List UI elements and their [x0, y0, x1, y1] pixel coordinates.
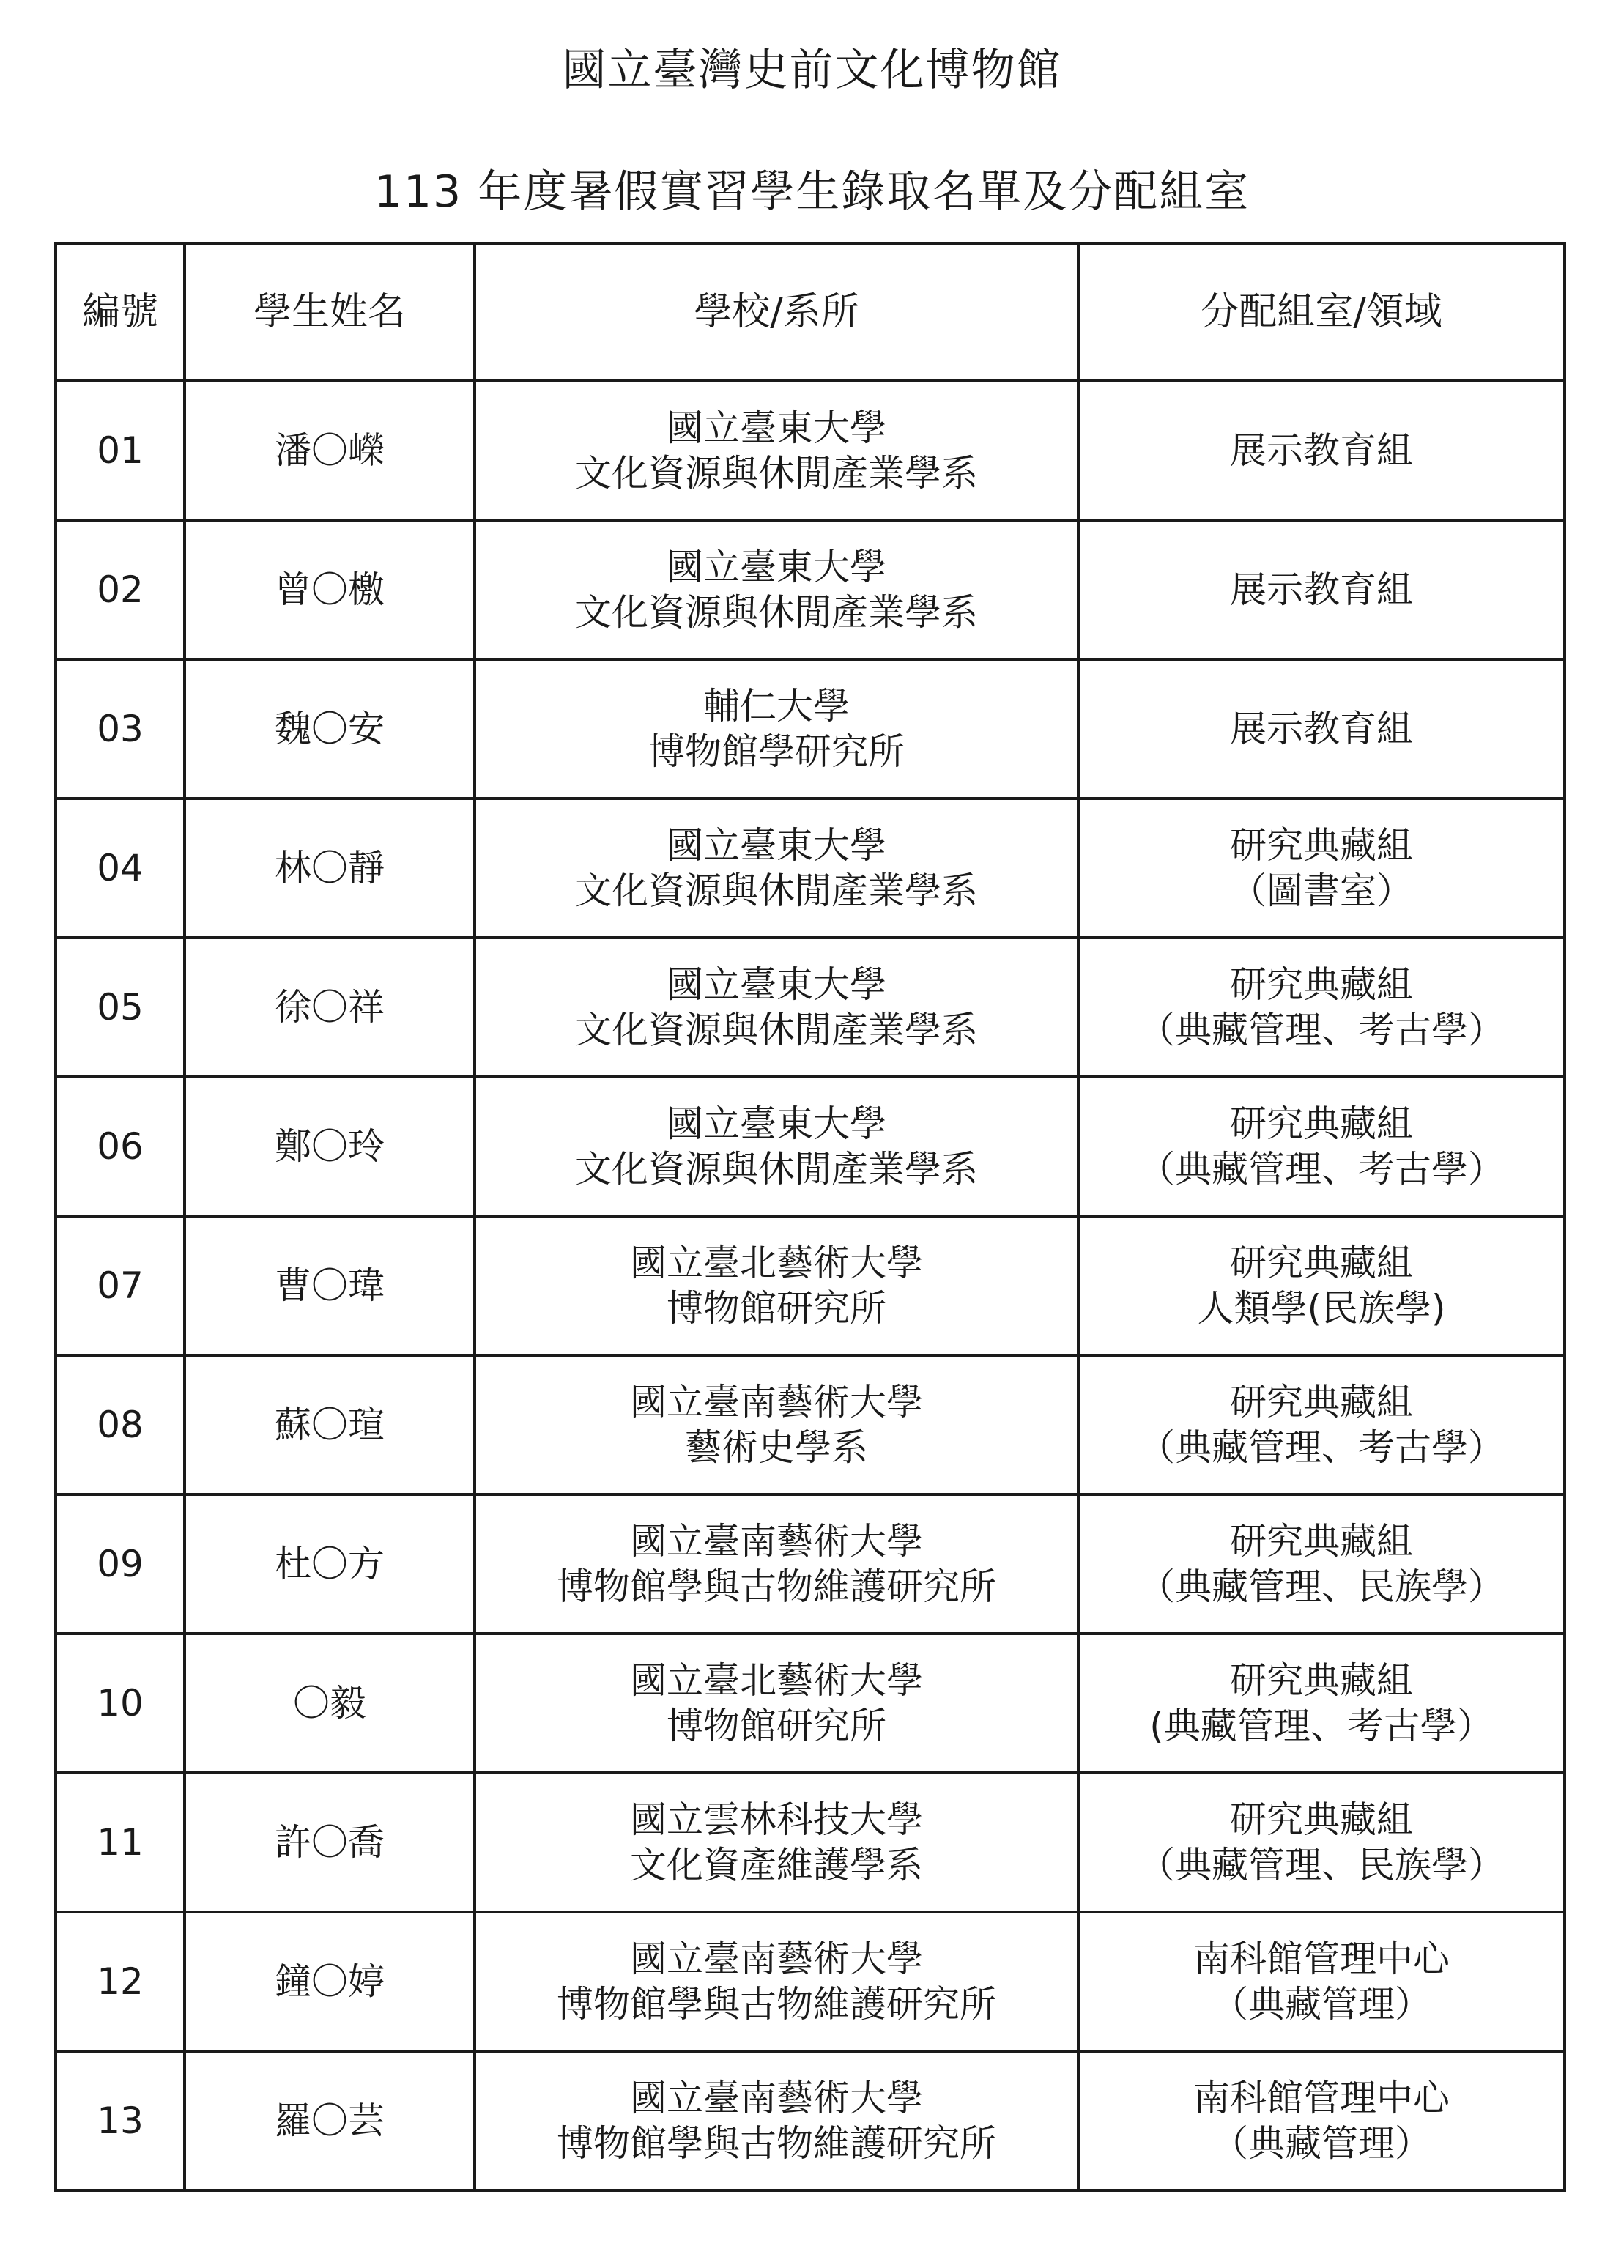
cell-school-department [475, 1355, 1078, 1494]
division-name: 研究典藏組 [1230, 1102, 1413, 1145]
school-name: 國立臺南藝術大學 [630, 1520, 923, 1563]
division-name: 研究典藏組 [1230, 1242, 1413, 1284]
school-name: 輔仁大學 [703, 685, 850, 727]
cell-number: 07 [56, 1216, 185, 1355]
division-name: 南科館管理中心 [1193, 2077, 1450, 2119]
intern-roster-table [54, 242, 1566, 2192]
cell-assigned-division [1078, 1355, 1565, 1494]
cell-number: 09 [56, 1494, 185, 1634]
table-row [56, 798, 1565, 938]
table-body [56, 381, 1565, 2190]
division-name: 南科館管理中心 [1193, 1938, 1450, 1980]
cell-school-department [475, 1077, 1078, 1216]
cell-school-department [475, 659, 1078, 798]
cell-number: 05 [56, 938, 185, 1077]
cell-student-name: 蘇〇瑄 [185, 1355, 475, 1494]
table-row [56, 2051, 1565, 2190]
table-row [56, 1494, 1565, 1634]
table-row [56, 659, 1565, 798]
field-name: （典藏管理） [1212, 1983, 1431, 2026]
cell-assigned-division [1078, 1634, 1565, 1773]
cell-student-name: 潘〇嶸 [185, 381, 475, 520]
school-name: 國立臺東大學 [667, 1102, 886, 1145]
cell-student-name: 曾〇檄 [185, 520, 475, 659]
cell-student-name: 鐘〇婷 [185, 1912, 475, 2051]
cell-student-name: 魏〇安 [185, 659, 475, 798]
department-name: 博物館學研究所 [648, 730, 905, 773]
cell-assigned-division [1078, 2051, 1565, 2190]
department-name: 博物館學與古物維護研究所 [557, 1565, 996, 1608]
cell-number: 10 [56, 1634, 185, 1773]
department-name: 文化資源與休閒產業學系 [575, 452, 978, 494]
school-name: 國立臺北藝術大學 [630, 1242, 923, 1284]
school-name: 國立臺東大學 [667, 824, 886, 867]
cell-number: 02 [56, 520, 185, 659]
cell-school-department [475, 520, 1078, 659]
department-name: 藝術史學系 [685, 1426, 868, 1469]
cell-student-name: 曹〇瑋 [185, 1216, 475, 1355]
column-header-student-name: 學生姓名 [185, 243, 475, 381]
school-name: 國立臺東大學 [667, 407, 886, 449]
division-name: 研究典藏組 [1230, 963, 1413, 1006]
table-row [56, 938, 1565, 1077]
column-header-school-department: 學校/系所 [475, 243, 1078, 381]
cell-number: 06 [56, 1077, 185, 1216]
cell-number: 12 [56, 1912, 185, 2051]
cell-assigned-division [1078, 798, 1565, 938]
school-name: 國立臺東大學 [667, 963, 886, 1006]
cell-number: 01 [56, 381, 185, 520]
table-header-row [56, 243, 1565, 381]
field-name: （典藏管理、考古學） [1138, 1148, 1505, 1190]
cell-assigned-division [1078, 520, 1565, 659]
table-row [56, 1216, 1565, 1355]
department-name: 文化資源與休閒產業學系 [575, 870, 978, 912]
department-name: 博物館學與古物維護研究所 [557, 2122, 996, 2165]
field-name: 人類學(民族學) [1197, 1287, 1446, 1330]
cell-school-department [475, 1216, 1078, 1355]
document-title: 國立臺灣史前文化博物館 [562, 45, 1062, 96]
table-row [56, 1355, 1565, 1494]
cell-number: 03 [56, 659, 185, 798]
cell-school-department [475, 1912, 1078, 2051]
cell-student-name: 〇毅 [185, 1634, 475, 1773]
department-name: 文化資源與休閒產業學系 [575, 1148, 978, 1190]
cell-assigned-division [1078, 1912, 1565, 2051]
cell-student-name: 杜〇方 [185, 1494, 475, 1634]
cell-assigned-division [1078, 1773, 1565, 1912]
cell-student-name: 羅〇芸 [185, 2051, 475, 2190]
cell-school-department [475, 1494, 1078, 1634]
division-name: 研究典藏組 [1230, 1520, 1413, 1563]
cell-school-department [475, 1634, 1078, 1773]
cell-student-name: 林〇靜 [185, 798, 475, 938]
field-name: （典藏管理、民族學） [1138, 1565, 1505, 1608]
cell-assigned-division [1078, 938, 1565, 1077]
division-name: 研究典藏組 [1230, 1659, 1413, 1702]
field-name: （典藏管理、民族學） [1138, 1844, 1505, 1886]
cell-student-name: 徐〇祥 [185, 938, 475, 1077]
field-name: （圖書室） [1230, 870, 1413, 912]
table-row [56, 520, 1565, 659]
cell-assigned-division [1078, 381, 1565, 520]
cell-school-department [475, 798, 1078, 938]
column-header-number: 編號 [56, 243, 185, 381]
cell-number: 13 [56, 2051, 185, 2190]
cell-number: 04 [56, 798, 185, 938]
cell-assigned-division [1078, 1216, 1565, 1355]
column-header-assigned-division: 分配組室/領域 [1078, 243, 1565, 381]
school-name: 國立臺北藝術大學 [630, 1659, 923, 1702]
division-name: 研究典藏組 [1230, 1381, 1413, 1423]
cell-number: 08 [56, 1355, 185, 1494]
cell-school-department [475, 2051, 1078, 2190]
document-subtitle: 113 年度暑假實習學生錄取名單及分配組室 [374, 166, 1250, 218]
cell-school-department [475, 381, 1078, 520]
cell-number: 11 [56, 1773, 185, 1912]
school-name: 國立臺南藝術大學 [630, 1381, 923, 1423]
department-name: 文化資源與休閒產業學系 [575, 1009, 978, 1051]
table-row [56, 1077, 1565, 1216]
table-row [56, 1634, 1565, 1773]
department-name: 博物館學與古物維護研究所 [557, 1983, 996, 2026]
field-name: （典藏管理、考古學） [1138, 1009, 1505, 1051]
school-name: 國立雲林科技大學 [630, 1798, 923, 1841]
division-name: 展示教育組 [1230, 708, 1413, 750]
division-name: 展示教育組 [1230, 568, 1413, 611]
table-row [56, 1912, 1565, 2051]
school-name: 國立臺南藝術大學 [630, 2077, 923, 2119]
school-name: 國立臺東大學 [667, 546, 886, 588]
department-name: 博物館研究所 [667, 1287, 886, 1330]
division-name: 展示教育組 [1230, 429, 1413, 472]
field-name: （典藏管理、考古學） [1138, 1426, 1505, 1469]
division-name: 研究典藏組 [1230, 1798, 1413, 1841]
department-name: 文化資產維護學系 [630, 1844, 923, 1886]
cell-school-department [475, 1773, 1078, 1912]
table-row [56, 381, 1565, 520]
cell-assigned-division [1078, 1494, 1565, 1634]
school-name: 國立臺南藝術大學 [630, 1938, 923, 1980]
table-row [56, 1773, 1565, 1912]
cell-assigned-division [1078, 1077, 1565, 1216]
field-name: (典藏管理、考古學） [1149, 1705, 1494, 1747]
department-name: 文化資源與休閒產業學系 [575, 591, 978, 634]
division-name: 研究典藏組 [1230, 824, 1413, 867]
field-name: （典藏管理） [1212, 2122, 1431, 2165]
department-name: 博物館研究所 [667, 1705, 886, 1747]
cell-student-name: 許〇喬 [185, 1773, 475, 1912]
cell-assigned-division [1078, 659, 1565, 798]
cell-student-name: 鄭〇玲 [185, 1077, 475, 1216]
cell-school-department [475, 938, 1078, 1077]
